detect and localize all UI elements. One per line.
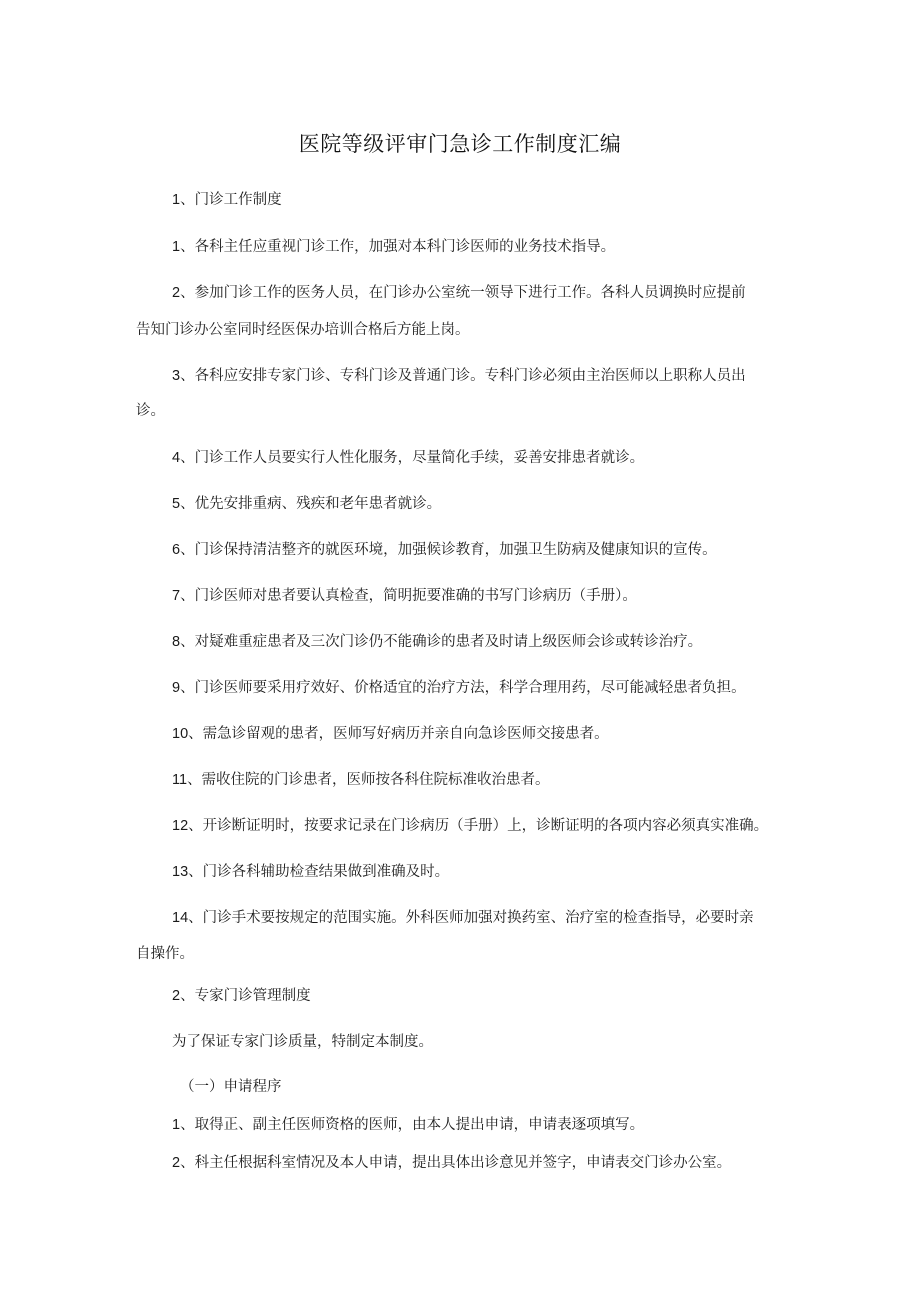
item-text: 、门诊保持清洁整齐的就医环境，加强候诊教育，加强卫生防病及健康知识的宣传。 (180, 542, 717, 558)
item-text: 、参加门诊工作的医务人员，在门诊办公室统一领导下进行工作。各科人员调换时应提前 (180, 285, 746, 301)
list-item (172, 771, 550, 789)
item-text: 、各科应安排专家门诊、专科门诊及普通门诊。专科门诊必须由主治医师以上职称人员出 (180, 368, 746, 384)
list-item-continuation (136, 402, 165, 420)
item-text: 、开诊断证明时，按要求记录在门诊病历（手册）上，诊断证明的各项内容必须真实准确。 (188, 818, 769, 834)
item-text: 、门诊手术要按规定的范围实施。外科医师加强对换药室、治疗室的检查指导，必要时亲 (188, 910, 754, 926)
item-text: 、需收住院的门诊患者，医师按各科住院标准收治患者。 (187, 772, 550, 788)
item-number: 1 (172, 239, 181, 255)
item-number: 2 (172, 988, 181, 1004)
item-text: 、需急诊留观的患者，医师写好病历并亲自向急诊医师交接患者。 (188, 726, 609, 742)
list-item (172, 587, 637, 605)
list-item (172, 1116, 644, 1134)
item-number: 2 (172, 1155, 181, 1171)
page-title: 医院等级评审门急诊工作制度汇编 (298, 132, 622, 156)
list-item (172, 679, 746, 697)
item-text: 、各科主任应重视门诊工作，加强对本科门诊医师的业务技术指导。 (180, 239, 616, 255)
list-item (172, 633, 702, 651)
item-text: 告知门诊办公室同时经医保办培训合格后方能上岗。 (136, 322, 470, 338)
item-number: 6 (172, 542, 181, 558)
item-number: 1 (172, 1117, 181, 1133)
item-text: 、对疑难重症患者及三次门诊仍不能确诊的患者及时请上级医师会诊或转诊治疗。 (180, 634, 703, 650)
item-text: 、门诊医师对患者要认真检查，简明扼要准确的书写门诊病历（手册）。 (180, 588, 637, 604)
item-text: 、门诊各科辅助检查结果做到准确及时。 (188, 864, 450, 880)
item-number: 12 (172, 818, 189, 834)
item-number: 10 (172, 726, 189, 742)
list-item-continuation (136, 321, 470, 339)
item-text: 、专家门诊管理制度 (180, 988, 311, 1004)
item-text: 、科主任根据科室情况及本人申请，提出具体出诊意见并签字，申请表交门诊办公室。 (180, 1155, 732, 1171)
list-item (172, 725, 609, 743)
item-number: 5 (172, 496, 181, 512)
item-number: 4 (172, 450, 181, 466)
item-number: 2 (172, 285, 181, 301)
paragraph (172, 1033, 433, 1051)
item-text: 、优先安排重病、残疾和老年患者就诊。 (180, 496, 442, 512)
subsection-heading (180, 1078, 282, 1096)
item-number: 13 (172, 864, 189, 880)
item-text: 自操作。 (136, 946, 194, 962)
item-text: 、门诊工作制度 (180, 192, 282, 208)
list-item (172, 541, 717, 559)
list-item (172, 817, 768, 835)
item-number: 11 (172, 772, 188, 788)
item-text: 为了保证专家门诊质量，特制定本制度。 (172, 1034, 433, 1050)
item-number: 1 (172, 192, 181, 208)
list-item (172, 495, 441, 513)
item-text: 诊。 (136, 403, 165, 419)
section-heading (172, 191, 282, 209)
section-heading (172, 987, 311, 1005)
item-number: 14 (172, 910, 189, 926)
list-item (172, 367, 746, 385)
list-item-continuation (136, 945, 194, 963)
list-item (172, 284, 746, 302)
item-number: 7 (172, 588, 181, 604)
item-text: 、门诊工作人员要实行人性化服务，尽量简化手续，妥善安排患者就诊。 (180, 450, 645, 466)
item-number: 3 (172, 368, 181, 384)
item-text: （一）申请程序 (180, 1079, 282, 1095)
list-item (172, 449, 644, 467)
item-number: 8 (172, 634, 181, 650)
list-item (172, 238, 615, 256)
item-number: 9 (172, 680, 181, 696)
item-text: 、取得正、副主任医师资格的医师，由本人提出申请，申请表逐项填写。 (180, 1117, 645, 1133)
list-item (172, 909, 754, 927)
list-item (172, 863, 449, 881)
list-item (172, 1154, 731, 1172)
item-text: 、门诊医师要采用疗效好、价格适宜的治疗方法，科学合理用药，尽可能减轻患者负担。 (180, 680, 746, 696)
